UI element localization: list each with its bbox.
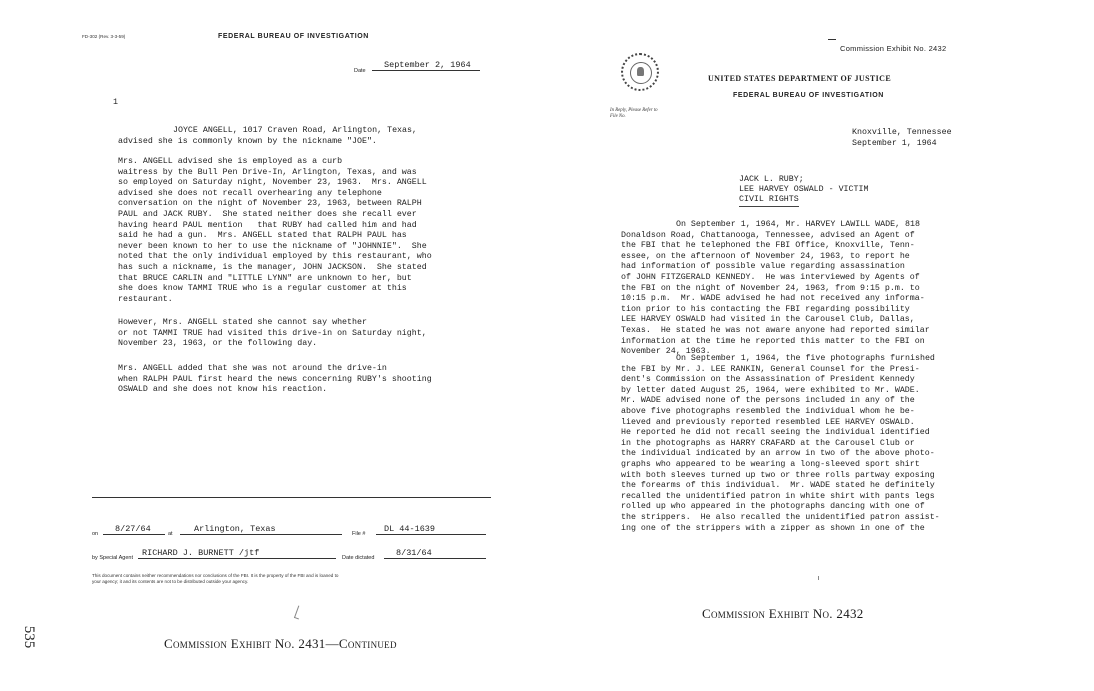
left-paragraph-4: Mrs. ANGELL added that she was not around the drive-in when RALPH PAUL first heard the news concerning RUBY's shooting OSWALD and she does not know his reaction. <box>118 364 432 395</box>
file-value: DL 44-1639 <box>376 524 486 535</box>
left-exhibit-caption: Commission Exhibit No. 2431—Continued <box>164 636 397 651</box>
reply-note: In Reply, Please Refer to File No. <box>610 108 658 119</box>
left-paragraph-3: However, Mrs. ANGELL stated she cannot say whether or not TAMMI TRUE had visited this drive-in on Saturday night, November 23, 1963, or the following day. <box>118 318 427 349</box>
right-location: Knoxville, Tennessee <box>852 128 952 137</box>
bureau-header: FEDERAL BUREAU OF INVESTIGATION <box>733 92 884 99</box>
page-marker: 1 <box>113 98 118 107</box>
file-label: File # <box>352 531 366 537</box>
agent-value: RICHARD J. BURNETT /jtf <box>138 548 336 559</box>
left-paragraph-1: JOYCE ANGELL, 1017 Craven Road, Arlington, Texas, advised she is commonly known by the nickname "JOE". <box>118 126 417 146</box>
left-agency-header: FEDERAL BUREAU OF INVESTIGATION <box>218 33 369 40</box>
left-paragraph-2: Mrs. ANGELL advised she is employed as a curb waitress by the Bull Pen Drive-In, Arlington, Texas, and was so employed on Saturday night, November 23, 1963. Mrs. ANGELL advised she does not recall overhearing any telephone conversation on the night of November 23, 1963, between RALPH PAUL and JACK RUBY. She stated neither does she recall ever having heard PAUL mention that RUBY had called him and had said he had a gun. Mrs. ANGELL stated that RALPH PAUL has never been known to her to use the nickname of "JOHNNIE". She noted that the only individual employed by this restaurant, who has such a nickname, is the manager, JOHN JACKSON. She stated that BRUCE CARLIN and "LITTLE LYNN" are unknown to her, but she does know TAMMI TRUE who is a regular customer at this restaurant. <box>118 157 432 304</box>
form-code: FD-302 (Rev. 3-3-59) <box>82 34 126 39</box>
at-value: Arlington, Texas <box>180 524 342 535</box>
subject-line-3: CIVIL RIGHTS <box>739 195 799 207</box>
right-paragraph-1: On September 1, 1964, Mr. HARVEY LAWILL WADE, 818 Donaldson Road, Chattanooga, Tennessee, advised an Agent of the FBI that he telephoned the FBI Office, Knoxville, Tenn- essee, on the afternoon of November 24, 1963, to report he had information of possible value regarding assassination of JOHN FITZGERALD KENNEDY. He was interviewed by Agents of the FBI on the night of November 24, 1963, from 9:15 p.m. to 10:15 p.m. Mr. WADE advised he had not received any informa- tion prior to his contacting the FBI regarding possibility LEE HARVEY OSWALD had visited in the Carousel Club, Dallas, Texas. He stated he was not aware anyone had reported similar information at the time he reported this matter to the FBI on November 24, 1963. <box>621 220 930 357</box>
date-label: Date <box>354 68 366 74</box>
subject-line-1: JACK L. RUBY; <box>739 175 804 184</box>
exhibit-dash <box>828 39 836 40</box>
department-header: UNITED STATES DEPARTMENT OF JUSTICE <box>708 74 892 83</box>
on-label: on <box>92 531 99 537</box>
subject-line-2: LEE HARVEY OSWALD - VICTIM <box>739 185 869 194</box>
at-label: at <box>168 531 173 537</box>
on-value: 8/27/64 <box>103 524 165 535</box>
agent-label: by Special Agent <box>92 555 133 561</box>
disclaimer: This document contains neither recommendations nor conclusions of the FBI. It is the property of the FBI and is loaned to your agency; it and its contents are not to be distributed outside your agency. <box>92 573 339 584</box>
right-paragraph-2: On September 1, 1964, the five photographs furnished the FBI by Mr. J. LEE RANKIN, General Counsel for the Presi- dent's Commission on the Assassination of President Kennedy by letter dated August 25, 1964, were exhibited to Mr. WADE. Mr. WADE advised none of the persons included in any of the above five photographs resembled the individual whom he be- lieved and previously reported resembled LEE HARVEY OSWALD. He reported he did not recall seeing the individual identified in the photographs as HARRY CRAFARD at the Carousel Club or the individual indicated by an arrow in two of the above photo- graphs who appeared to be wearing a long-sleeved sport shirt with both sleeves turned up two or three rolls partway exposing the forearms of this individual. Mr. WADE stated he definitely recalled the unidentified patron in white shirt with pants legs rolled up who appeared in the photographs dancing with one of the strippers. He also recalled the unidentified patron assist- ing one of the strippers with a zipper as shown in one of the <box>621 354 940 533</box>
dictated-value: 8/31/64 <box>384 548 486 559</box>
dictated-label: Date dictated <box>342 555 375 561</box>
bottom-tick-mark <box>818 576 822 580</box>
margin-tick-mark <box>294 606 303 620</box>
right-date: September 1, 1964 <box>852 139 937 148</box>
right-exhibit-caption: Commission Exhibit No. 2432 <box>702 606 864 621</box>
right-exhibit-label: Commission Exhibit No. 2432 <box>840 44 947 53</box>
form-divider <box>92 497 491 498</box>
doj-seal-icon <box>621 53 659 91</box>
date-value: September 2, 1964 <box>372 60 480 71</box>
page-number: 535 <box>21 625 37 649</box>
